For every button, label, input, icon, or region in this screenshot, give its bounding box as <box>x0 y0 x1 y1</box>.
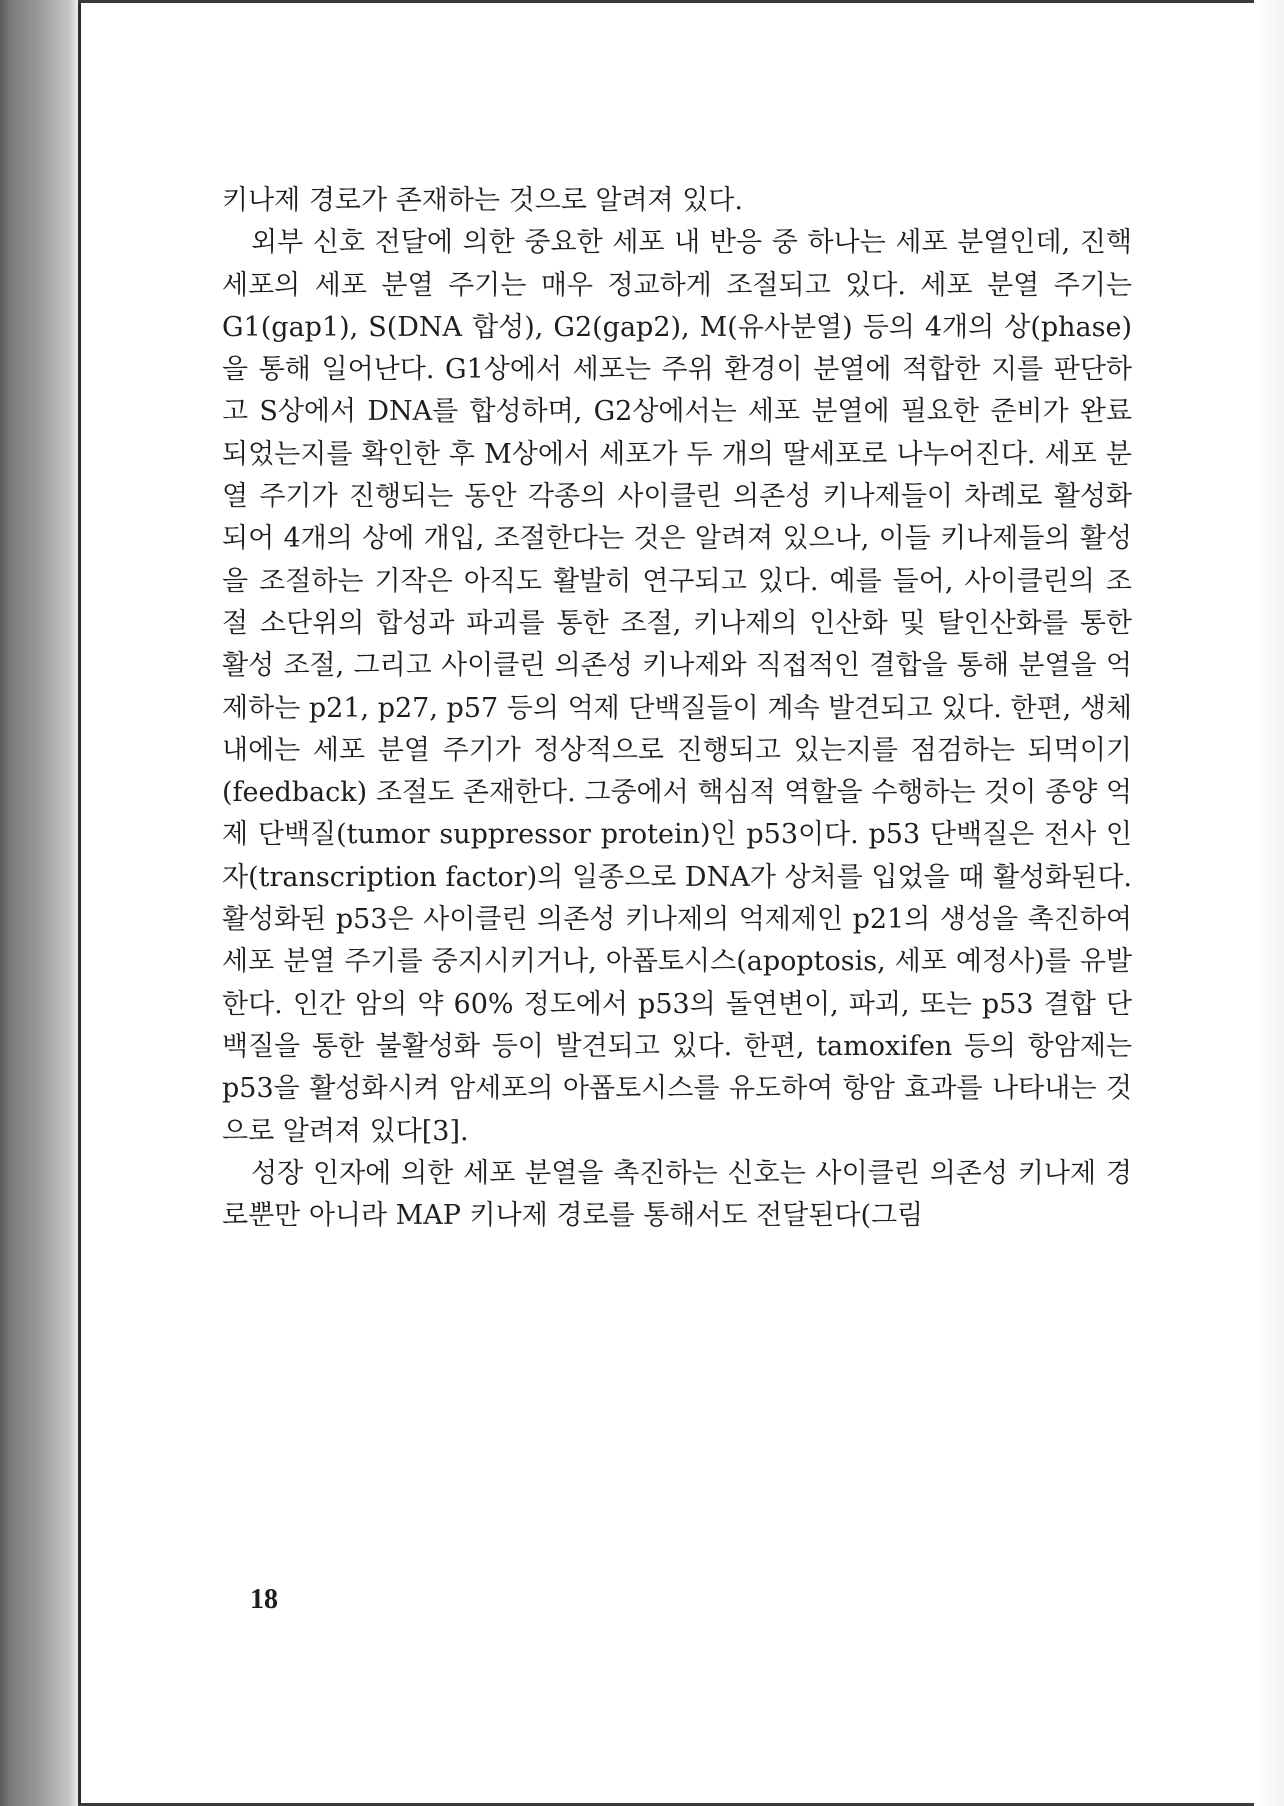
paragraph-continuation: 키나제 경로가 존재하는 것으로 알려져 있다. <box>222 185 743 216</box>
page-top-edge <box>78 0 1284 3</box>
body-text <box>222 180 1132 1237</box>
page-number: 18 <box>250 1584 278 1615</box>
page-right-margin <box>1254 0 1284 1806</box>
page-left-edge <box>78 0 81 1806</box>
paragraph-growth-factor: 성장 인자에 의한 세포 분열을 촉진하는 신호는 사이클린 의존성 키나제 경로뿐만 아니라 MAP 키나제 경로를 통해서도 전달된다(그림 <box>222 1157 1132 1232</box>
binding-shadow <box>0 0 78 1806</box>
paragraph-cell-cycle: 외부 신호 전달에 의한 중요한 세포 내 반응 중 하나는 세포 분열인데, 진핵 세포의 세포 분열 주기는 매우 정교하게 조절되고 있다. 세포 분열 주기는 G1(gap1), S(DNA 합성), G2(gap2), M(유사분열) 등의 4개의 상(phase)을 통해 일어난다. G1상에서 세포는 주위 환경이 분열에 적합한 지를 판단하고 S상에서 DNA를 합성하며, G2상에서는 세포 분열에 필요한 준비가 완료되었는지를 확인한 후 M상에서 세포가 두 개의 딸세포로 나누어진다. 세포 분열 주기가 진행되는 동안 각종의 사이클린 의존성 키나제들이 차례로 활성화되어 4개의 상에 개입, 조절한다는 것은 알려져 있으나, 이들 키나제들의 활성을 조절하는 기작은 아직도 활발히 연구되고 있다. 예를 들어, 사이클린의 조절 소단위의 합성과 파괴를 통한 조절, 키나제의 인산화 및 탈인산화를 통한 활성 조절, 그리고 사이클린 의존성 키나제와 직접적인 결합을 통해 분열을 억제하는 p21, p27, p57 등의 억제 단백질들이 계속 발견되고 있다. 한편, 생체내에는 세포 분열 주기가 정상적으로 진행되고 있는지를 점검하는 되먹이기(feedback) 조절도 존재한다. 그중에서 핵심적 역할을 수행하는 것이 종양 억제 단백질(tumor suppressor protein)인 p53이다. p53 단백질은 전사 인자(transcription factor)의 일종으로 DNA가 상처를 입었을 때 활성화된다. 활성화된 p53은 사이클린 의존성 키나제의 억제제인 p21의 생성을 촉진하여 세포 분열 주기를 중지시키거나, 아폽토시스(apoptosis, 세포 예정사)를 유발한다. 인간 암의 약 60% 정도에서 p53의 돌연변이, 파괴, 또는 p53 결합 단백질을 통한 불활성화 등이 발견되고 있다. 한편, tamoxifen 등의 항암제는 p53을 활성화시켜 암세포의 아폽토시스를 유도하여 항암 효과를 나타내는 것으로 알려져 있다[3]. <box>222 227 1132 1147</box>
